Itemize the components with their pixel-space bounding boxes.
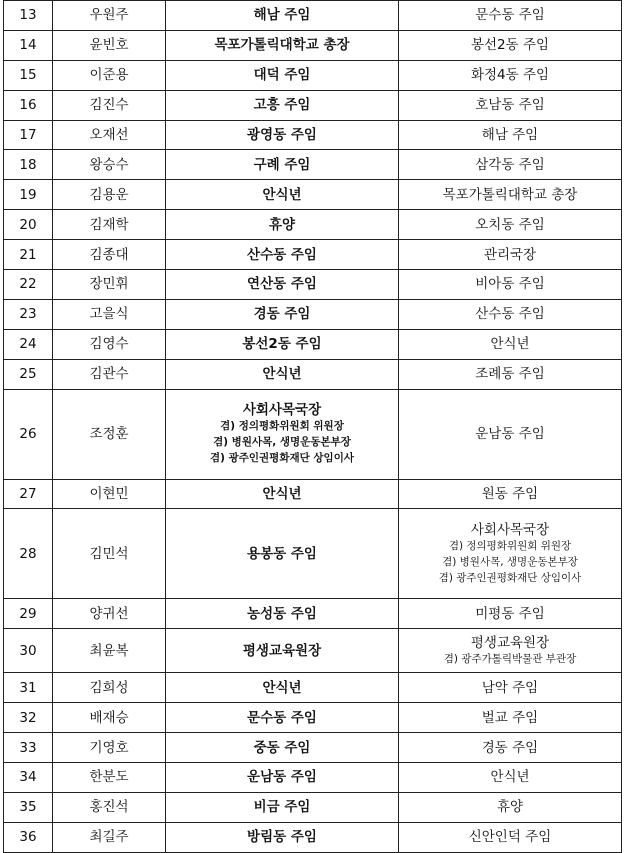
table-row — [4, 509, 622, 599]
row-number: 32 — [4, 703, 53, 733]
previous-position-title: 신안인덕 주임 — [468, 829, 552, 846]
previous-position-title: 삼각동 주임 — [475, 156, 545, 173]
person-name: 최윤복 — [53, 629, 166, 673]
previous-position-title: 산수동 주임 — [475, 306, 545, 323]
new-position — [166, 299, 399, 329]
table-row — [4, 150, 622, 180]
new-position — [166, 30, 399, 60]
row-number: 33 — [4, 733, 53, 763]
new-position-title: 고흥 주임 — [253, 97, 311, 114]
new-position — [166, 792, 399, 822]
new-position — [166, 90, 399, 120]
previous-position-title: 안식년 — [490, 769, 530, 786]
person-name: 김관수 — [53, 359, 166, 389]
person-name: 김민석 — [53, 509, 166, 599]
person-name: 김재학 — [53, 210, 166, 240]
new-position-title: 안식년 — [262, 366, 302, 383]
previous-position — [399, 479, 622, 509]
person-name: 이준용 — [53, 60, 166, 90]
person-name: 배재승 — [53, 703, 166, 733]
row-number: 26 — [4, 389, 53, 479]
row-number: 18 — [4, 150, 53, 180]
previous-position — [399, 599, 622, 629]
previous-position — [399, 733, 622, 763]
table-row — [4, 479, 622, 509]
previous-position-title: 원동 주임 — [481, 486, 539, 503]
person-name: 김용운 — [53, 180, 166, 210]
previous-position-title: 안식년 — [490, 336, 530, 353]
person-name: 이현민 — [53, 479, 166, 509]
new-position-concurrent-role: 겸) 광주인권평화재단 상임이사 — [210, 452, 354, 465]
new-position — [166, 210, 399, 240]
table-row — [4, 270, 622, 300]
new-position-title: 휴양 — [268, 216, 296, 233]
previous-position — [399, 270, 622, 300]
row-number: 22 — [4, 270, 53, 300]
previous-position-title: 운남동 주임 — [475, 426, 545, 443]
new-position-title: 안식년 — [262, 679, 302, 696]
previous-position-title: 휴양 — [496, 799, 524, 816]
table-row — [4, 389, 622, 479]
previous-position — [399, 90, 622, 120]
previous-position — [399, 509, 622, 599]
table-row — [4, 599, 622, 629]
row-number: 24 — [4, 329, 53, 359]
row-number: 23 — [4, 299, 53, 329]
person-name: 고을식 — [53, 299, 166, 329]
row-number: 35 — [4, 792, 53, 822]
previous-position-title: 봉선2동 주임 — [470, 37, 550, 54]
person-name: 왕승수 — [53, 150, 166, 180]
previous-position-title: 벌교 주임 — [481, 709, 539, 726]
new-position-title: 구례 주임 — [253, 156, 311, 173]
new-position-title: 목포가톨릭대학교 총장 — [214, 37, 350, 54]
row-number: 14 — [4, 30, 53, 60]
person-name: 김진수 — [53, 90, 166, 120]
row-number: 20 — [4, 210, 53, 240]
table-row — [4, 30, 622, 60]
person-name: 한분도 — [53, 763, 166, 793]
row-number: 27 — [4, 479, 53, 509]
new-position-title: 봉선2동 주임 — [242, 336, 322, 353]
previous-position-title: 비아동 주임 — [475, 276, 545, 293]
new-position-title: 산수동 주임 — [247, 246, 317, 263]
new-position — [166, 673, 399, 703]
person-name: 오재선 — [53, 120, 166, 150]
previous-position — [399, 359, 622, 389]
table-row — [4, 299, 622, 329]
row-number: 16 — [4, 90, 53, 120]
person-name: 윤빈호 — [53, 30, 166, 60]
previous-position — [399, 60, 622, 90]
previous-position-title: 화정4동 주임 — [470, 67, 550, 84]
new-position-concurrent-role: 겸) 정의평화위원회 위원장 — [220, 420, 344, 433]
new-position-title: 용봉동 주임 — [247, 545, 317, 562]
row-number: 19 — [4, 180, 53, 210]
previous-position — [399, 299, 622, 329]
previous-position-title: 남악 주임 — [481, 679, 539, 696]
person-name: 장민휘 — [53, 270, 166, 300]
previous-position — [399, 120, 622, 150]
previous-position-concurrent-role: 겸) 광주가톨릭박물관 부관장 — [443, 652, 577, 665]
new-position — [166, 822, 399, 852]
person-name: 최길주 — [53, 822, 166, 852]
person-name: 김영수 — [53, 329, 166, 359]
table-row — [4, 359, 622, 389]
previous-position-title: 사회사목국장 — [470, 521, 550, 538]
previous-position — [399, 763, 622, 793]
previous-position-title: 호남동 주임 — [475, 97, 545, 114]
table-row — [4, 60, 622, 90]
table-row — [4, 240, 622, 270]
row-number: 17 — [4, 120, 53, 150]
table-row — [4, 673, 622, 703]
new-position-title: 안식년 — [262, 186, 302, 203]
row-number: 21 — [4, 240, 53, 270]
table-row — [4, 822, 622, 852]
person-name: 기영호 — [53, 733, 166, 763]
previous-position-concurrent-role: 겸) 병원사목, 생명운동본부장 — [442, 555, 578, 568]
previous-position — [399, 629, 622, 673]
person-name: 양귀선 — [53, 599, 166, 629]
previous-position-title: 평생교육원장 — [470, 634, 550, 651]
new-position — [166, 733, 399, 763]
new-position — [166, 180, 399, 210]
person-name: 김종대 — [53, 240, 166, 270]
table-body — [4, 1, 622, 853]
table-row — [4, 90, 622, 120]
previous-position-concurrent-role: 겸) 광주인권평화재단 상임이사 — [438, 571, 582, 584]
table-row — [4, 329, 622, 359]
table-row — [4, 703, 622, 733]
table-row — [4, 1, 622, 31]
previous-position — [399, 329, 622, 359]
row-number: 13 — [4, 1, 53, 31]
new-position — [166, 270, 399, 300]
previous-position-title: 미평동 주임 — [475, 605, 545, 622]
person-name: 조정훈 — [53, 389, 166, 479]
person-name: 홍진석 — [53, 792, 166, 822]
person-name: 우원주 — [53, 1, 166, 31]
table-row — [4, 210, 622, 240]
previous-position-title: 해남 주임 — [481, 127, 539, 143]
new-position-title: 운남동 주임 — [247, 769, 317, 786]
previous-position — [399, 210, 622, 240]
new-position-title: 광영동 주임 — [247, 127, 317, 143]
table-row — [4, 120, 622, 150]
previous-position-title: 문수동 주임 — [475, 7, 545, 24]
table-row — [4, 733, 622, 763]
previous-position-title: 관리국장 — [483, 246, 537, 263]
new-position — [166, 120, 399, 150]
row-number: 30 — [4, 629, 53, 673]
row-number: 15 — [4, 60, 53, 90]
new-position — [166, 389, 399, 479]
previous-position — [399, 180, 622, 210]
new-position-title: 비금 주임 — [253, 799, 311, 816]
new-position — [166, 629, 399, 673]
previous-position-title: 오치동 주임 — [475, 216, 545, 233]
previous-position — [399, 389, 622, 479]
previous-position — [399, 150, 622, 180]
new-position-title: 평생교육원장 — [242, 642, 322, 659]
new-position-title: 대덕 주임 — [253, 67, 311, 84]
row-number: 31 — [4, 673, 53, 703]
new-position-title: 해남 주임 — [253, 7, 311, 24]
previous-position — [399, 30, 622, 60]
person-name: 김희성 — [53, 673, 166, 703]
row-number: 25 — [4, 359, 53, 389]
new-position-title: 안식년 — [262, 486, 302, 503]
table-row — [4, 180, 622, 210]
new-position — [166, 240, 399, 270]
previous-position-title: 목포가톨릭대학교 총장 — [442, 186, 578, 203]
new-position-title: 문수동 주임 — [247, 709, 317, 726]
new-position-title: 농성동 주임 — [247, 605, 317, 622]
previous-position — [399, 822, 622, 852]
previous-position — [399, 240, 622, 270]
previous-position-concurrent-role: 겸) 정의평화위원회 위원장 — [448, 539, 572, 552]
new-position — [166, 479, 399, 509]
new-position — [166, 1, 399, 31]
row-number: 36 — [4, 822, 53, 852]
new-position — [166, 763, 399, 793]
previous-position — [399, 673, 622, 703]
new-position-title: 사회사목국장 — [242, 402, 322, 419]
previous-position — [399, 703, 622, 733]
new-position — [166, 359, 399, 389]
new-position-title: 경동 주임 — [253, 306, 311, 323]
row-number: 29 — [4, 599, 53, 629]
new-position-title: 방림동 주임 — [247, 829, 317, 846]
previous-position-title: 경동 주임 — [481, 739, 539, 756]
new-position — [166, 150, 399, 180]
new-position — [166, 60, 399, 90]
new-position-concurrent-role: 겸) 병원사목, 생명운동본부장 — [213, 436, 351, 449]
new-position-title: 중동 주임 — [253, 739, 311, 756]
new-position — [166, 599, 399, 629]
previous-position-title: 조례동 주임 — [475, 366, 545, 383]
table-row — [4, 792, 622, 822]
row-number: 34 — [4, 763, 53, 793]
new-position — [166, 509, 399, 599]
table-row — [4, 763, 622, 793]
personnel-table — [3, 0, 622, 853]
new-position — [166, 329, 399, 359]
row-number: 28 — [4, 509, 53, 599]
new-position — [166, 703, 399, 733]
table-row — [4, 629, 622, 673]
new-position-title: 연산동 주임 — [247, 276, 317, 293]
previous-position — [399, 792, 622, 822]
previous-position — [399, 1, 622, 31]
